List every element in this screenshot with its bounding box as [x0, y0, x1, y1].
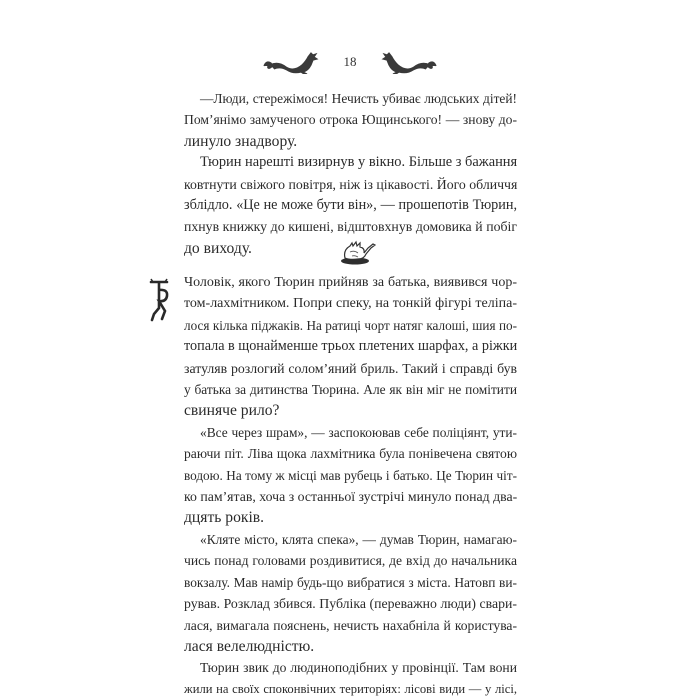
decorative-drop-cap-figure-icon — [148, 276, 172, 324]
text-line: до виходу. — [184, 239, 252, 257]
text-line: Пом’янімо замученого отрока Ющинського! — знову до- — [184, 112, 517, 128]
text-line: свиняче рило? — [184, 402, 280, 420]
text-line: вокзалу. Мав намір будь-що вибратися з міста. Натовп ви- — [184, 574, 517, 590]
text-line: чись понад головами роздивитися, де вхід до начальника — [184, 553, 517, 569]
text-section-b — [184, 272, 517, 700]
text-line: лася, вимагала пояснень, нечисть нахабніла й користува- — [184, 617, 517, 633]
text-line: дцять років. — [184, 509, 265, 527]
dragon-ornament-right-icon — [380, 50, 440, 74]
text-line: затуляв розлогий солом’яний бриль. Такий і справді був — [184, 360, 517, 376]
text-line: «Все через шрам», — заспокоював себе поліціянт, ути- — [200, 424, 517, 440]
text-line: лося кілька піджаків. На ратиці чорт натяг калоші, шия по- — [184, 317, 517, 333]
text-line: зблідло. «Це не може бути він», — прошепотів Тюрин, — [184, 197, 517, 214]
text-line: пхнув книжку до кишені, відштовхнув домовика й побіг — [184, 219, 517, 235]
text-line: у батька за дитинства Тюрина. Але як він міг не помітити — [184, 382, 517, 398]
dragon-ornament-left-icon — [260, 50, 320, 74]
text-line: топала в щонайменше трьох плетених шарфах, а ріжки — [184, 338, 518, 355]
text-line: Чоловік, якого Тюрин прийняв за батька, виявився чор- — [184, 275, 517, 290]
text-line: раючи піт. Ліва щока лахмітника була понівечена святою — [184, 446, 517, 462]
text-line: жили на своїх споконвічних територіях: лісові види — у лісі, — [184, 681, 517, 696]
page-number: 18 — [343, 54, 357, 69]
text-line: ко пам’ятав, хоча з останньої зустрічі минуло понад два- — [184, 489, 518, 505]
text-line: Тюрин нарешті визирнув у вікно. Більше з бажання — [200, 154, 518, 171]
text-line: водою. На тому ж місці мав рубець і батько. Це Тюрин чіт- — [184, 467, 517, 483]
text-line: рував. Розклад збився. Публіка (переважно люди) свари- — [184, 596, 517, 612]
running-header — [0, 50, 700, 74]
text-line: «Кляте місто, клята спека», — думав Тюрин, намагаю- — [200, 531, 517, 547]
text-section-a — [184, 88, 517, 259]
text-line: том-лахмітником. Попри спеку, на тонкій фігурі теліпа- — [184, 296, 517, 312]
text-line: линуло знадвору. — [184, 132, 298, 150]
text-line: ковтнути свіжого повітря, ніж із цікавості. Його обличчя — [184, 176, 518, 192]
text-line: —Люди, стережімося! Нечисть убиває людських дітей! — [200, 91, 517, 106]
creature-vignette-icon — [338, 238, 376, 266]
text-line: Тюрин звик до людиноподібних у провінції. Там вони — [200, 660, 517, 676]
text-line: лася велелюдністю. — [184, 637, 315, 655]
